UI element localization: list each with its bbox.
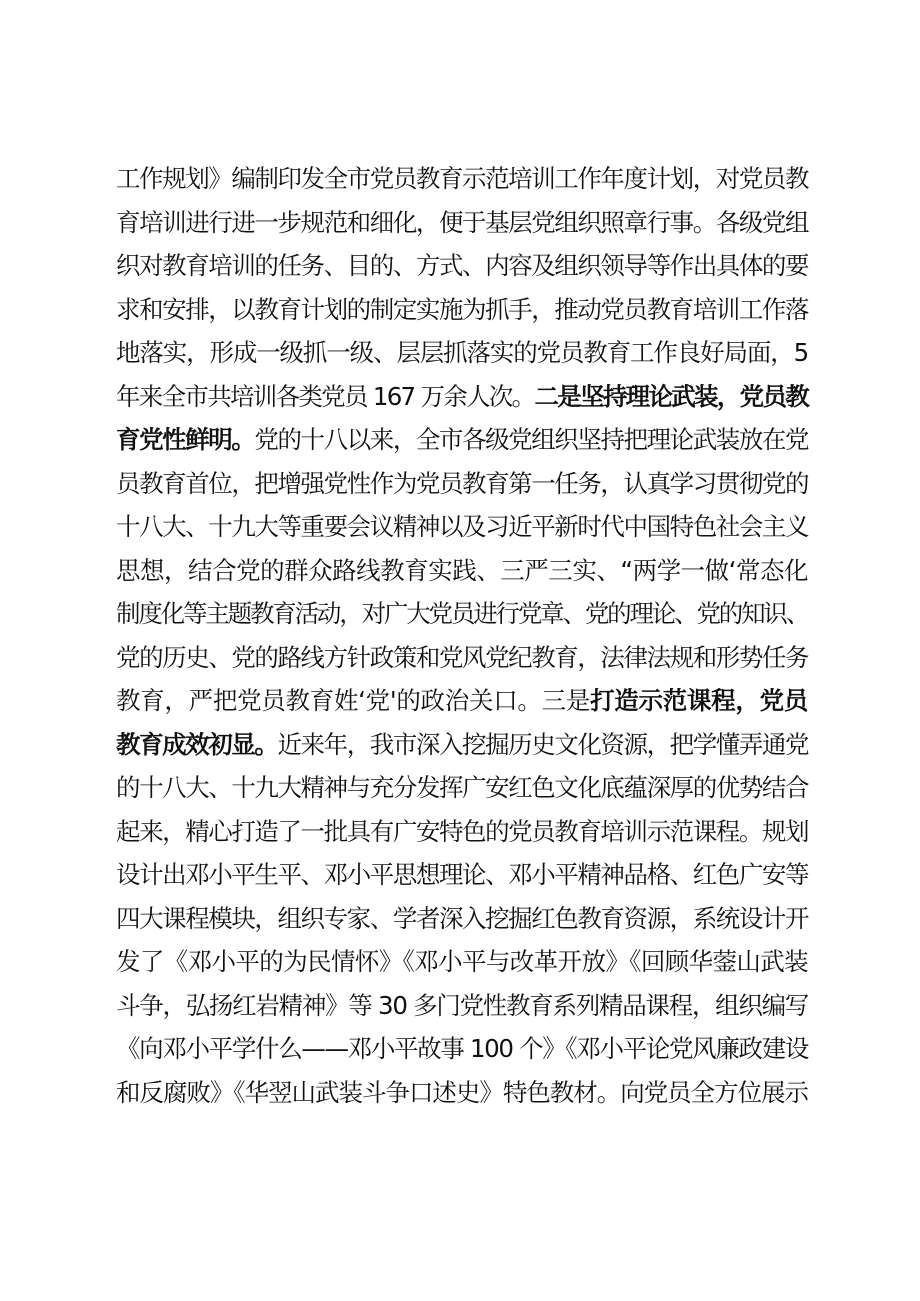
text-line-14 <box>116 723 808 767</box>
text-line-8 <box>116 462 808 506</box>
text-line-6 <box>116 375 808 419</box>
text-line-22 <box>116 1071 808 1115</box>
text-run: 思想，结合党的群众路线教育实践、三严三实、“两学一做‘常态化 <box>116 555 808 585</box>
text-line-17 <box>116 853 808 897</box>
text-run: 员教育首位，把增强党性作为党员教育第一任务，认真学习贯彻党的 <box>116 468 808 498</box>
text-run: 制度化等主题教育活动，对广大党员进行党章、党的理论、党的知识、 <box>116 599 808 628</box>
text-run: 教育，严把党员教育姓‘党'的政治关口。三是 <box>116 686 591 715</box>
text-run: 《向邓小平学什么——邓小平故事 100 个》《邓小平论党风廉政建设 <box>116 1034 808 1063</box>
text-line-4 <box>116 288 808 332</box>
bold-heading-run: 二是坚持理论武装，党员教 <box>534 381 809 411</box>
text-run: 和反腐败》《华翌山武装斗争口述史》特色教材。向党员全方位展示 <box>116 1077 808 1107</box>
text-line-20 <box>116 984 808 1028</box>
text-run: 工作规划》编制印发全市党员教育示范培训工作年度计划，对党员教 <box>116 164 808 193</box>
text-line-2 <box>116 201 808 245</box>
text-run: 党的十八以来，全市各级党组织坚持把理论武装放在党 <box>254 425 808 454</box>
text-run: 求和安排，以教育计划的制定实施为抓手，推动党员教育培训工作落 <box>116 294 808 324</box>
text-line-11 <box>116 592 808 636</box>
text-line-16 <box>116 810 808 854</box>
text-run: 织对教育培训的任务、目的、方式、内容及组织领导等作出具体的要 <box>116 251 808 280</box>
text-run: 四大课程模块，组织专家、学者深入挖掘红色教育资源，系统设计开 <box>116 903 808 933</box>
text-line-1 <box>116 157 808 201</box>
text-line-21 <box>116 1027 808 1071</box>
text-line-19 <box>116 940 808 984</box>
text-line-18 <box>116 897 808 941</box>
text-run: 党的历史、党的路线方针政策和党风党纪教育，法律法规和形势任务 <box>116 642 808 672</box>
text-run: 发了《邓小平的为民情怀》《邓小平与改革开放》《回顾华蓥山武装 <box>116 947 808 976</box>
text-run: 近来年，我市深入挖掘历史文化资源，把学懂弄通党 <box>277 729 808 759</box>
text-run: 年来全市共培训各类党员 167 万余人次。 <box>116 381 535 411</box>
text-run: 地落实，形成一级抓一级、层层抓落实的党员教育工作良好局面，5 <box>116 338 808 367</box>
text-line-9 <box>116 505 808 549</box>
text-run: 育培训进行进一步规范和细化，便于基层党组织照章行事。各级党组 <box>116 207 808 237</box>
text-line-13 <box>116 679 808 723</box>
text-run: 斗争，弘扬红岩精神》等 30 多门党性教育系列精品课程，组织编写 <box>116 990 808 1020</box>
text-line-12 <box>116 636 808 680</box>
bold-heading-run: 教育成效初显。 <box>116 729 278 759</box>
text-run: 起来，精心打造了一批具有广安特色的党员教育培训示范课程。规划 <box>116 816 808 846</box>
bold-heading-run: 育党性鲜明。 <box>116 425 255 454</box>
text-run: 十八大、十九大等重要会议精神以及习近平新时代中国特色社会主义 <box>116 512 808 541</box>
text-run: 的十八大、十九大精神与充分发挥广安红色文化底蕴深厚的优势结合 <box>116 773 808 802</box>
text-line-10 <box>116 549 808 593</box>
text-line-5 <box>116 331 808 375</box>
bold-heading-run: 打造示范课程，党员 <box>590 686 808 715</box>
text-run: 设计出邓小平生平、邓小平思想理论、邓小平精神品格、红色广安等 <box>116 860 808 889</box>
text-line-15 <box>116 766 808 810</box>
document-page <box>116 157 808 1114</box>
text-line-7 <box>116 418 808 462</box>
text-line-3 <box>116 244 808 288</box>
